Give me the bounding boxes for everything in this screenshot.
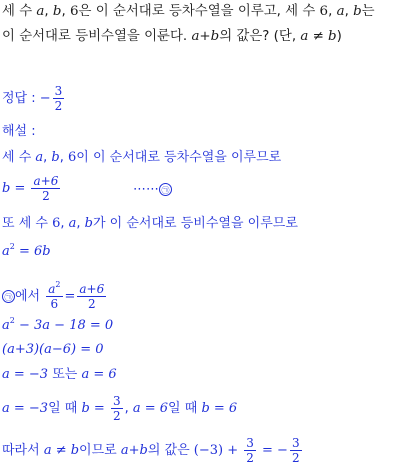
question-text: 이 순서대로 등비수열을 이룬다. bbox=[2, 29, 192, 44]
answer-label: 정답 : bbox=[2, 91, 40, 106]
math-fraction bbox=[244, 436, 256, 465]
math-fraction bbox=[290, 436, 302, 465]
fraction-numerator: 3 bbox=[112, 394, 121, 408]
math-expr: a = −3 bbox=[2, 401, 49, 416]
question-text: ) bbox=[336, 29, 342, 44]
math-expr: a = −3 bbox=[2, 367, 49, 382]
explanation-text: 이므로 bbox=[79, 443, 121, 458]
answer-line bbox=[2, 84, 66, 113]
comma: , bbox=[44, 4, 53, 19]
exponent: 2 bbox=[9, 316, 15, 325]
fraction-denominator: 2 bbox=[291, 451, 300, 465]
exponent: 2 bbox=[9, 242, 15, 251]
comma: , bbox=[43, 150, 52, 165]
question-line-2 bbox=[2, 29, 342, 45]
math-var-a: a bbox=[2, 244, 10, 259]
math-expr: b = bbox=[81, 401, 109, 416]
question-text: 의 값은? (단, bbox=[219, 29, 301, 44]
question-line-1 bbox=[2, 4, 375, 20]
math-expr: b = 6 bbox=[201, 401, 238, 416]
explanation-line-8 bbox=[2, 367, 117, 383]
comma: , bbox=[59, 150, 69, 165]
fraction-denominator: 2 bbox=[88, 297, 96, 311]
math-expr: a+b bbox=[120, 443, 148, 458]
math-lhs: b = bbox=[2, 181, 30, 196]
math-var-a: a bbox=[68, 216, 77, 231]
question-text: 은 이 순서대로 등차수열을 이루고, 세 수 bbox=[78, 4, 320, 19]
explanation-line-6 bbox=[2, 318, 113, 334]
comma: , bbox=[328, 4, 337, 19]
math-expr: a = 6 bbox=[81, 367, 117, 382]
math-number: 6 bbox=[52, 216, 61, 231]
answer-fraction bbox=[53, 84, 65, 113]
explanation-text: 일 때 bbox=[168, 401, 202, 416]
equals-sign: = bbox=[64, 289, 76, 304]
question-text: 는 bbox=[361, 4, 375, 19]
fraction-numerator: 3 bbox=[291, 436, 300, 450]
math-expr: = 6b bbox=[14, 244, 51, 259]
equation-tag bbox=[133, 182, 172, 198]
explanation-text: 세 수 bbox=[2, 150, 36, 165]
question-text: 세 수 bbox=[2, 4, 37, 19]
fraction-numerator: 3 bbox=[246, 436, 254, 450]
explanation-line-5 bbox=[2, 282, 108, 311]
fraction-denominator: 2 bbox=[54, 99, 63, 113]
math-expr: a = 6 bbox=[132, 401, 169, 416]
math-expr: a+b bbox=[191, 29, 220, 44]
exponent: 2 bbox=[55, 280, 61, 289]
math-number: 6 bbox=[69, 4, 79, 19]
math-var-a: a bbox=[48, 282, 56, 296]
explanation-line-9 bbox=[2, 394, 237, 423]
explanation-label: 해설 : bbox=[2, 124, 36, 139]
comma: , bbox=[61, 4, 70, 19]
fraction-denominator: 6 bbox=[50, 297, 59, 311]
explanation-text: 이 이 순서대로 등차수열을 이루므로 bbox=[76, 150, 282, 165]
math-number: 6 bbox=[68, 150, 77, 165]
explanation-line-2 bbox=[2, 174, 62, 203]
math-var-b: b bbox=[51, 150, 60, 165]
math-condition: a ≠ b bbox=[43, 443, 80, 458]
fraction-denominator: 2 bbox=[112, 409, 121, 423]
comma: , bbox=[124, 401, 133, 416]
comma: , bbox=[60, 216, 69, 231]
circled-label-icon: ㉠ bbox=[2, 290, 15, 303]
math-var-a: a bbox=[2, 318, 10, 333]
math-fraction bbox=[31, 174, 60, 203]
math-number: 6 bbox=[319, 4, 329, 19]
math-var-b: b bbox=[52, 4, 62, 19]
explanation-text: 또 세 수 bbox=[2, 216, 53, 231]
fraction-numerator: a+6 bbox=[33, 174, 59, 188]
equals-sign: = − bbox=[257, 443, 288, 458]
math-expr: (a+3)(a−6) = 0 bbox=[2, 342, 104, 357]
math-expr: − 3a − 18 = 0 bbox=[14, 318, 114, 333]
math-fraction bbox=[77, 282, 106, 311]
math-var-b: b bbox=[84, 216, 93, 231]
explanation-text: 가 이 순서대로 등비수열을 이루므로 bbox=[92, 216, 298, 231]
explanation-text: 에서 bbox=[15, 289, 45, 304]
explanation-text: 일 때 bbox=[48, 401, 82, 416]
explanation-line-4 bbox=[2, 244, 51, 260]
math-var-a: a bbox=[35, 150, 44, 165]
explanation-line-7 bbox=[2, 342, 104, 358]
circled-label-icon: ㉠ bbox=[159, 183, 172, 196]
answer-sign: − bbox=[39, 91, 51, 106]
fraction-numerator: 3 bbox=[54, 84, 63, 98]
comma: , bbox=[344, 4, 354, 19]
math-var-a: a bbox=[36, 4, 45, 19]
comma: , bbox=[76, 216, 85, 231]
explanation-text: 의 값은 bbox=[147, 443, 194, 458]
explanation-line-10 bbox=[2, 436, 304, 465]
ellipsis: ⋯⋯ bbox=[133, 182, 159, 197]
fraction-denominator: 2 bbox=[42, 189, 50, 203]
explanation-line-1 bbox=[2, 150, 281, 166]
math-var-b: b bbox=[353, 4, 362, 19]
math-fraction bbox=[111, 394, 123, 423]
explanation-text: 또는 bbox=[48, 367, 82, 382]
math-expr: (−3) + bbox=[193, 443, 243, 458]
math-fraction bbox=[46, 282, 62, 311]
explanation-text: 따라서 bbox=[2, 443, 44, 458]
math-var-a: a bbox=[336, 4, 345, 19]
explanation-line-3 bbox=[2, 216, 298, 232]
fraction-numerator: a+6 bbox=[79, 282, 105, 296]
math-condition: a ≠ b bbox=[300, 29, 337, 44]
fraction-denominator: 2 bbox=[246, 451, 254, 465]
